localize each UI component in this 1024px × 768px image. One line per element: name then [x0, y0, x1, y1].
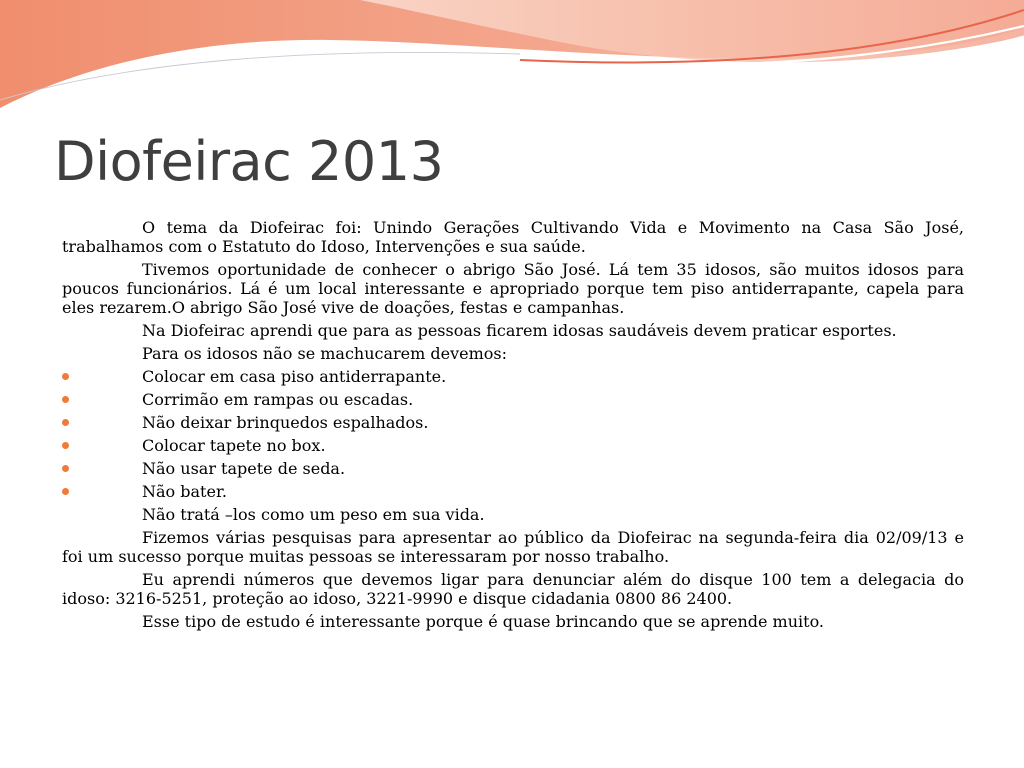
paragraph: Na Diofeirac aprendi que para as pessoas ficarem idosas saudáveis devem praticar esportes.	[142, 321, 897, 340]
bullet-text: Não bater.	[142, 482, 227, 501]
paragraph: Esse tipo de estudo é interessante porque é quase brincando que se aprende muito.	[142, 612, 825, 631]
slide-body	[62, 218, 964, 635]
bullet-item	[62, 390, 964, 409]
bullet-icon	[62, 442, 69, 449]
header-wave-decoration	[0, 0, 1024, 130]
paragraph: Fizemos várias pesquisas para apresentar ao público da Diofeirac na segunda-feira dia 02/09/13 e foi um sucesso porque muitas pessoas se interessaram por nosso trabalho.	[62, 528, 964, 566]
paragraph: Tivemos oportunidade de conhecer o abrigo São José. Lá tem 35 idosos, são muitos idosos para poucos funcionários. Lá é um local interessante e apropriado porque tem piso antiderrapante, capela para eles rezarem.O abrigo São José vive de doações, festas e campanhas.	[62, 260, 964, 317]
bullet-icon	[62, 419, 69, 426]
bullet-item	[62, 413, 964, 432]
bullet-text: Não usar tapete de seda.	[142, 459, 346, 478]
bullet-item	[62, 459, 964, 478]
paragraph: Eu aprendi números que devemos ligar para denunciar além do disque 100 tem a delegacia do idoso: 3216-5251, proteção ao idoso, 3221-9990 e disque cidadania 0800 86 2400.	[62, 570, 964, 608]
paragraph: Não tratá –los como um peso em sua vida.	[142, 505, 485, 524]
bullet-icon	[62, 488, 69, 495]
bullet-text: Não deixar brinquedos espalhados.	[142, 413, 429, 432]
bullet-icon	[62, 396, 69, 403]
bullet-item	[62, 436, 964, 455]
paragraph: Para os idosos não se machucarem devemos:	[142, 344, 508, 363]
bullet-text: Colocar em casa piso antiderrapante.	[142, 367, 447, 386]
bullet-text: Colocar tapete no box.	[142, 436, 326, 455]
bullet-item	[62, 367, 964, 386]
paragraph: O tema da Diofeirac foi: Unindo Gerações Cultivando Vida e Movimento na Casa São José, trabalhamos com o Estatuto do Idoso, Intervenções e sua saúde.	[62, 218, 964, 256]
slide-title: Diofeirac 2013	[54, 130, 444, 193]
bullet-icon	[62, 465, 69, 472]
bullet-item	[62, 482, 964, 501]
bullet-icon	[62, 373, 69, 380]
bullet-text: Corrimão em rampas ou escadas.	[142, 390, 414, 409]
